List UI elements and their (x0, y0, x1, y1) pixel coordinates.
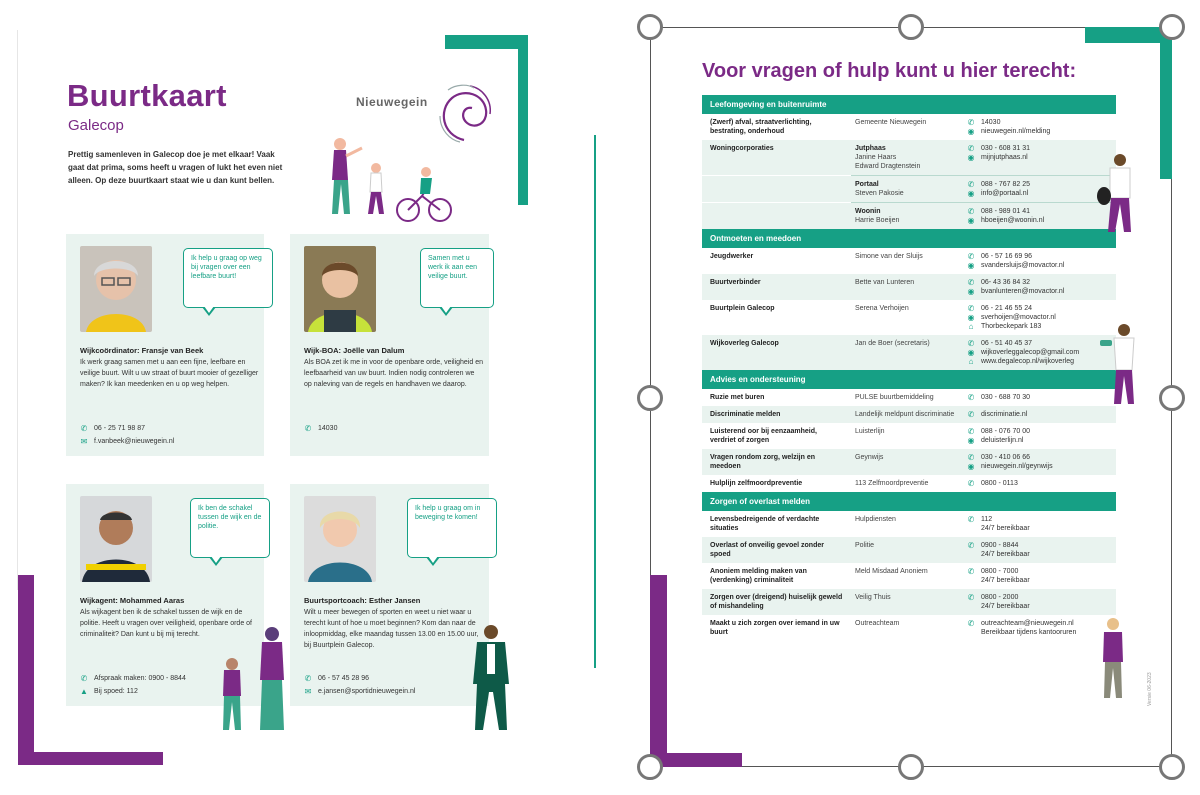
speech-bubble: Ik help u graag op weg bij vragen over een leefbare buurt! (183, 248, 273, 308)
phone-icon: ✆ (967, 427, 975, 436)
logo-text: Nieuwegein (356, 95, 428, 109)
section-heading: Leefomgeving en buitenruimte (702, 95, 1116, 114)
contact-value: 06- 43 36 84 32 (981, 279, 1031, 286)
contact-line (967, 393, 1112, 402)
contact-line (967, 567, 1112, 576)
row-topic: Buurtplein Galecop (710, 305, 775, 312)
contact-value: 24/7 bereikbaar (981, 525, 1030, 532)
row-contact (963, 589, 1116, 615)
row-topic: Maakt u zich zorgen over iemand in uw buurt (710, 620, 840, 636)
resize-handle-top-left[interactable] (637, 14, 663, 40)
organisation-name: PULSE buurtbemiddeling (855, 394, 934, 401)
phone-icon: ✆ (967, 619, 975, 628)
contact-description: Als BOA zet ik me in voor de openbare orde, veiligheid en leefbaarheid van uw buurt. Indien nodig controleren we op naleving van de regels en handhaven we daarop. (304, 359, 483, 388)
green-corner-decoration (445, 35, 528, 49)
contact-line (967, 339, 1112, 348)
person-illustration (1098, 616, 1128, 700)
organisation-name: Simone van der Sluijs (855, 253, 923, 260)
phone-icon: ✆ (967, 118, 975, 127)
row-contact (963, 389, 1116, 406)
home-icon: ⌂ (968, 322, 974, 331)
table-row (702, 274, 1116, 300)
contact-line (967, 304, 1112, 313)
section-heading: Ontmoeten en meedoen (702, 229, 1116, 248)
row-topic: Ruzie met buren (710, 394, 765, 401)
contact-value: Thorbeckepark 183 (981, 323, 1042, 330)
row-topic: (Zwerf) afval, straatverlichting, bestrating, onderhoud (710, 119, 812, 135)
contact-value: www.degalecop.nl/wijkoverleg (981, 358, 1074, 365)
row-organisation (851, 423, 963, 449)
avatar (304, 496, 376, 582)
phone-icon: ✆ (967, 593, 975, 602)
table-row (702, 406, 1116, 423)
contact-value: 030 - 688 70 30 (981, 394, 1031, 401)
speech-bubble: Ik help u graag om in beweging te komen! (407, 498, 497, 558)
row-organisation (851, 300, 963, 335)
contact-description: Ik werk graag samen met u aan een fijne, leefbare en veilige buurt. Wilt u uw straat of buurt mooier of gezelliger maken? Ik kan meedenken en u op weg helpen. (80, 359, 259, 388)
purple-corner-decoration (650, 575, 667, 767)
row-contact (963, 615, 1116, 641)
contact-value: 24/7 bereikbaar (981, 551, 1030, 558)
row-contact (963, 406, 1116, 423)
contacts-table (702, 95, 1116, 641)
web-icon: ◉ (967, 189, 975, 198)
row-contact (963, 203, 1116, 229)
row-organisation (851, 335, 963, 370)
contact-value: 088 - 076 70 00 (981, 428, 1031, 435)
resize-handle-top-right[interactable] (1159, 14, 1185, 40)
row-topic: Levensbedreigende of verdachte situaties (710, 516, 820, 532)
contact-line[interactable] (967, 462, 1112, 471)
row-organisation (851, 203, 963, 229)
contact-description: Wilt u meer bewegen of sporten en weet u niet waar u terecht kunt of hoe u moet beginnen? Kom dan naar de inloopmiddag, elke maandag tussen 13.00 en 15.00 uur, bij Buurtplein Galecop. (304, 609, 479, 649)
contact-value: nieuwegein.nl/geynwijs (981, 463, 1053, 470)
speech-bubble: Ik ben de schakel tussen de wijk en de politie. (190, 498, 270, 558)
row-topic: Luisterend oor bij eenzaamheid, verdriet of zorgen (710, 428, 817, 444)
contact-card-wijkcoordinator (66, 234, 264, 456)
green-corner-decoration (518, 35, 528, 205)
contact-value: 112 (981, 516, 993, 523)
contact-value: mijnjutphaas.nl (981, 154, 1028, 161)
contact-line[interactable] (967, 524, 1112, 533)
web-icon: ◉ (967, 127, 975, 136)
contact-line (967, 207, 1112, 216)
phone-icon: ✆ (967, 207, 975, 216)
contact-line[interactable] (967, 348, 1112, 357)
web-icon: ◉ (967, 153, 975, 162)
resize-handle-bottom-right[interactable] (1159, 754, 1185, 780)
emergency-number: Bij spoed: 112 (94, 688, 138, 695)
contact-line (967, 118, 1112, 127)
row-organisation (851, 140, 963, 175)
row-contact (963, 511, 1116, 537)
contact-line (967, 593, 1112, 602)
table-row (702, 537, 1116, 563)
contact-value: 06 - 51 40 45 37 (981, 340, 1032, 347)
contact-value: nieuwegein.nl/melding (981, 128, 1051, 135)
contact-line[interactable] (967, 628, 1112, 637)
contact-value: discriminatie.nl (981, 411, 1028, 418)
table-row (702, 176, 1116, 202)
contact-line[interactable] (967, 127, 1112, 136)
row-contact (963, 114, 1116, 140)
resize-handle-bottom-left[interactable] (637, 754, 663, 780)
contact-line (967, 252, 1112, 261)
table-row (702, 615, 1116, 641)
row-topic (702, 203, 851, 229)
table-row (702, 589, 1116, 615)
contact-line[interactable] (967, 322, 1112, 331)
organisation-name: Serena Verhoijen (855, 305, 909, 312)
row-contact (963, 140, 1116, 175)
row-contact (963, 537, 1116, 563)
person-illustration (1098, 322, 1142, 406)
contact-line (967, 515, 1112, 524)
row-contact (963, 563, 1116, 589)
email-icon: ✉ (304, 687, 312, 696)
row-contact (963, 335, 1116, 370)
contact-name: Wijkagent: Mohammed Aaras (80, 596, 185, 605)
organisation-name: Gemeente Nieuwegein (855, 119, 927, 126)
contact-line[interactable] (967, 357, 1112, 366)
contact-line (967, 278, 1112, 287)
person-illustration (463, 622, 519, 738)
phone-number: 06 - 25 71 98 87 (94, 425, 145, 432)
phone-icon: ✆ (967, 180, 975, 189)
table-row (702, 335, 1116, 370)
table-row (702, 114, 1116, 140)
purple-corner-decoration (18, 575, 34, 765)
contact-line[interactable] (967, 189, 1112, 198)
table-row (702, 140, 1116, 175)
table-row (702, 475, 1116, 492)
contact-name: Wijk-BOA: Joëlle van Dalum (304, 346, 405, 355)
organisation-name: Veilig Thuis (855, 594, 891, 601)
contact-value: 24/7 bereikbaar (981, 577, 1030, 584)
phone-line (304, 674, 369, 683)
resize-handle-bottom[interactable] (898, 754, 924, 780)
table-row (702, 449, 1116, 475)
person-illustration (1096, 152, 1140, 234)
intro-text: Prettig samenleven in Galecop doe je met elkaar! Vaak gaat dat prima, soms heeft u vragen of lukt het even niet alleen. Op deze buurtkaart staat wie u dan kunt bellen. (68, 150, 283, 185)
contact-value: hboeijen@woonin.nl (981, 217, 1045, 224)
email-icon: ✉ (80, 437, 88, 446)
contact-value: 0800 - 0113 (981, 480, 1018, 487)
table-row (702, 300, 1116, 335)
contact-line[interactable] (967, 287, 1112, 296)
contact-line[interactable] (967, 313, 1112, 322)
row-topic (702, 176, 851, 202)
row-topic: Woningcorporaties (710, 145, 774, 152)
organisation-name: Landelijk meldpunt discriminatie (855, 411, 955, 418)
organisation-name: Luisterlijn (855, 428, 885, 435)
resize-handle-left[interactable] (637, 385, 663, 411)
contact-line (967, 427, 1112, 436)
organisation-name: Geynwijs (855, 454, 884, 461)
table-row (702, 563, 1116, 589)
contacts-title: Voor vragen of hulp kunt u hier terecht: (702, 60, 1077, 82)
table-row (702, 511, 1116, 537)
row-organisation (851, 176, 963, 202)
email-line[interactable] (80, 437, 174, 446)
row-organisation (851, 615, 963, 641)
organisation-name: Woonin (855, 208, 881, 215)
section-heading: Advies en ondersteuning (702, 370, 1116, 389)
web-icon: ◉ (967, 348, 975, 357)
phone-icon: ✆ (967, 278, 975, 287)
speech-bubble: Samen met u werk ik aan een veilige buurt. (420, 248, 494, 308)
contact-card-wijk-boa (290, 234, 489, 456)
contact-card-buurtsportcoach (290, 484, 489, 706)
contact-line[interactable] (967, 436, 1112, 445)
contact-value: deluisterlijn.nl (981, 437, 1024, 444)
section-heading: Zorgen of overlast melden (702, 492, 1116, 511)
row-topic: Overlast of onveilig gevoel zonder spoed (710, 542, 824, 558)
contact-line[interactable] (967, 576, 1112, 585)
contact-line (967, 479, 1112, 488)
row-organisation (851, 589, 963, 615)
row-organisation (851, 114, 963, 140)
contact-name: Wijkcoördinator: Fransje van Beek (80, 346, 204, 355)
phone-icon: ✆ (967, 144, 975, 153)
row-topic: Jeugdwerker (710, 253, 754, 260)
resize-handle-top[interactable] (898, 14, 924, 40)
contact-line[interactable] (967, 550, 1112, 559)
web-icon: ◉ (967, 436, 975, 445)
contact-value: wijkoverleggalecop@gmail.com (981, 349, 1080, 356)
contact-line (967, 619, 1112, 628)
organisation-name: Portaal (855, 181, 879, 188)
row-topic: Zorgen over (dreigend) huiselijk geweld of mishandeling (710, 594, 843, 610)
contact-value: Bereikbaar tijdens kantooruren (981, 629, 1077, 636)
table-row (702, 203, 1116, 229)
phone-icon: ✆ (967, 252, 975, 261)
phone-number: 06 - 57 45 28 96 (318, 675, 369, 682)
row-organisation (851, 537, 963, 563)
phone-icon: ✆ (80, 674, 88, 683)
contact-value: 0900 - 8844 (981, 542, 1019, 549)
phone-icon: ✆ (967, 393, 975, 402)
table-row (702, 423, 1116, 449)
row-organisation (851, 406, 963, 423)
web-icon: ◉ (967, 462, 975, 471)
organisation-name: Outreachteam (855, 620, 900, 627)
row-organisation (851, 274, 963, 300)
phone-icon: ✆ (967, 410, 975, 419)
phone-line (80, 674, 186, 683)
page-divider (594, 135, 596, 668)
contact-value: 0800 - 7000 (981, 568, 1019, 575)
contact-line (967, 144, 1112, 153)
contact-persons: Harrie Boeijen (855, 217, 900, 224)
phone-icon: ✆ (304, 674, 312, 683)
row-topic: Discriminatie melden (710, 411, 781, 418)
people-illustration (318, 132, 458, 227)
version-text: Versie 06-2023 (1147, 672, 1153, 706)
phone-line (304, 424, 337, 433)
resize-handle-right[interactable] (1159, 385, 1185, 411)
contact-value: 088 - 989 01 41 (981, 208, 1031, 215)
phone-icon: ✆ (80, 424, 88, 433)
contact-value: 24/7 bereikbaar (981, 603, 1030, 610)
home-icon: ⌂ (968, 357, 974, 366)
row-contact (963, 176, 1116, 202)
row-organisation (851, 248, 963, 274)
web-icon: ◉ (967, 216, 975, 225)
contact-value: sverhoijen@movactor.nl (981, 314, 1056, 321)
row-topic: Buurtverbinder (710, 279, 761, 286)
contact-description: Als wijkagent ben ik de schakel tussen de wijk en de politie. Heeft u vragen over veiligheid, openbare orde of criminaliteit? Dan kunt u bij mij terecht. (80, 609, 252, 638)
contact-line[interactable] (967, 261, 1112, 270)
people-illustration (216, 620, 296, 738)
contact-line (967, 180, 1112, 189)
organisation-name: Politie (855, 542, 875, 549)
contact-line (967, 453, 1112, 462)
email-address[interactable]: f.vanbeek@nieuwegein.nl (94, 438, 175, 445)
row-contact (963, 300, 1116, 335)
table-row (702, 248, 1116, 274)
contact-line (967, 541, 1112, 550)
phone-line (80, 424, 145, 433)
phone-icon: ✆ (967, 339, 975, 348)
contact-name: Buurtsportcoach: Esther Jansen (304, 596, 421, 605)
contact-persons: Steven Pakosie (855, 190, 904, 197)
contact-line[interactable] (967, 216, 1112, 225)
web-icon: ◉ (967, 261, 975, 270)
phone-icon: ✆ (967, 453, 975, 462)
page-edge (17, 30, 18, 590)
avatar (80, 496, 152, 582)
row-organisation (851, 511, 963, 537)
contact-value: 088 - 767 82 25 (981, 181, 1031, 188)
email-address[interactable]: e.jansen@sportidnieuwegein.nl (318, 688, 416, 695)
contact-value: 14030 (981, 119, 1001, 126)
row-contact (963, 423, 1116, 449)
contact-line (967, 410, 1112, 419)
contact-persons: Janine Haars Edward Dragtenstein (855, 154, 921, 170)
web-icon: ◉ (967, 287, 975, 296)
contact-line[interactable] (967, 602, 1112, 611)
phone-icon: ✆ (967, 304, 975, 313)
phone-line (80, 687, 138, 696)
page-title: Buurtkaart (67, 78, 227, 113)
row-contact (963, 248, 1116, 274)
organisation-name: Bette van Lunteren (855, 279, 915, 286)
organisation-name: 113 Zelfmoordpreventie (855, 480, 929, 487)
email-line[interactable] (304, 687, 415, 696)
row-contact (963, 449, 1116, 475)
contact-value: bvanlunteren@movactor.nl (981, 288, 1065, 295)
phone-icon: ✆ (967, 515, 975, 524)
contact-value: outreachteam@nieuwegein.nl (981, 620, 1074, 627)
row-organisation (851, 389, 963, 406)
purple-corner-decoration (18, 752, 163, 765)
contact-value: 06 - 57 16 69 96 (981, 253, 1032, 260)
contact-value: 06 - 21 46 55 24 (981, 305, 1032, 312)
phone-icon: ✆ (967, 567, 975, 576)
row-contact (963, 274, 1116, 300)
avatar (80, 246, 152, 332)
row-contact (963, 475, 1116, 492)
contact-value: info@portaal.nl (981, 190, 1029, 197)
phone-number: 14030 (318, 425, 338, 432)
organisation-name: Jan de Boer (secretaris) (855, 340, 930, 347)
phone-icon: ✆ (967, 479, 975, 488)
phone-icon: ✆ (967, 541, 975, 550)
contact-value: 0800 - 2000 (981, 594, 1019, 601)
organisation-name: Hulpdiensten (855, 516, 896, 523)
contact-value: 030 - 608 31 31 (981, 145, 1031, 152)
row-topic: Anoniem melding maken van (verdenking) criminaliteit (710, 568, 807, 584)
purple-corner-decoration (650, 753, 742, 767)
contact-value: svandersluijs@movactor.nl (981, 262, 1065, 269)
contact-value: 030 - 410 06 66 (981, 454, 1031, 461)
page-subtitle: Galecop (68, 117, 124, 134)
row-organisation (851, 475, 963, 492)
phone-icon: ✆ (304, 424, 312, 433)
phone-number: Afspraak maken: 0900 - 8844 (94, 675, 186, 682)
green-corner-decoration (1160, 27, 1172, 179)
organisation-name: Jutphaas (855, 145, 886, 152)
organisation-name: Meld Misdaad Anoniem (855, 568, 928, 575)
avatar (304, 246, 376, 332)
row-topic: Hulplijn zelfmoordpreventie (710, 480, 803, 487)
contact-line[interactable] (967, 153, 1112, 162)
row-topic: Vragen rondom zorg, welzijn en meedoen (710, 454, 816, 470)
row-organisation (851, 563, 963, 589)
row-organisation (851, 449, 963, 475)
table-row (702, 389, 1116, 406)
alert-icon: ▲ (80, 687, 88, 696)
web-icon: ◉ (967, 313, 975, 322)
row-topic: Wijkoverleg Galecop (710, 340, 779, 347)
